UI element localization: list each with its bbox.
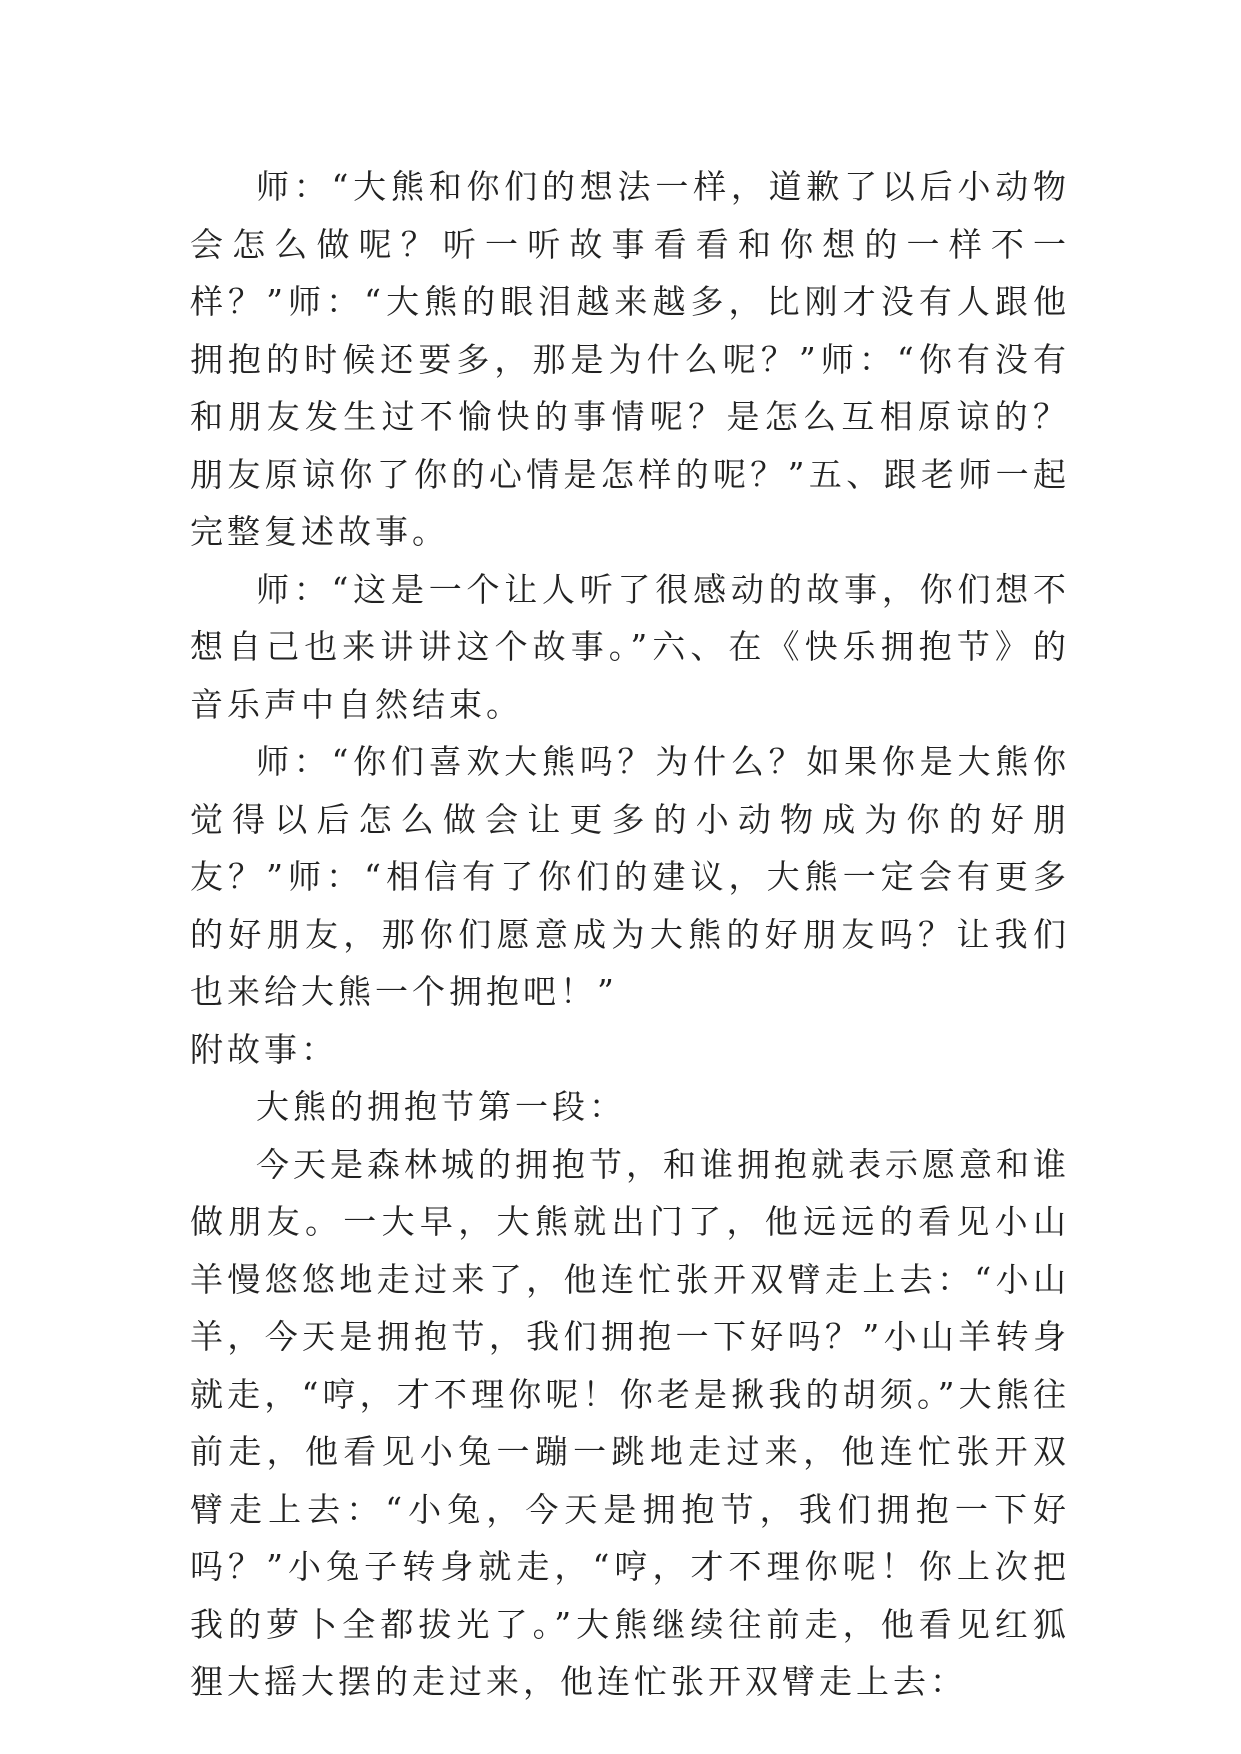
story-paragraph: 今天是森林城的拥抱节，和谁拥抱就表示愿意和谁做朋友。一大早，大熊就出门了，他远远的看见小山羊慢悠悠地走过来了，他连忙张开双臂走上去：“小山羊，今天是拥抱节，我们拥抱一下好吗？”小山羊转身就走，“哼，才不理你呢！你老是揪我的胡须。”大熊往前走，他看见小兔一蹦一跳地走过来，他连忙张开双臂走上去：“小兔，今天是拥抱节，我们拥抱一下好吗？”小兔子转身就走，“哼，才不理你呢！你上次把我的萝卜全都拔光了。”大熊继续往前走，他看见红狐狸大摇大摆的走过来，他连忙张开双臂走上去： [190, 1144, 1070, 1701]
story-section-title: 大熊的拥抱节第一段： [256, 1087, 626, 1126]
paragraph-3: 师：“你们喜欢大熊吗？为什么？如果你是大熊你觉得以后怎么做会让更多的小动物成为你的好朋友？”师：“相信有了你们的建议，大熊一定会有更多的好朋友，那你们愿意成为大熊的好朋友吗？让我们也来给大熊一个拥抱吧！” [190, 742, 1070, 1011]
document-body [190, 158, 1070, 1711]
paragraph-2: 师：“这是一个让人听了很感动的故事，你们想不想自己也来讲讲这个故事。”六、在《快乐拥抱节》的音乐声中自然结束。 [190, 569, 1070, 724]
paragraph-1: 师：“大熊和你们的想法一样，道歉了以后小动物会怎么做呢？听一听故事看看和你想的一样不一样？”师：“大熊的眼泪越来越多，比刚才没有人跟他拥抱的时候还要多，那是为什么呢？”师：“你有没有和朋友发生过不愉快的事情呢？是怎么互相原谅的？朋友原谅你了你的心情是怎样的呢？”五、跟老师一起完整复述故事。 [190, 167, 1070, 551]
appendix-label: 附故事： [190, 1029, 338, 1069]
